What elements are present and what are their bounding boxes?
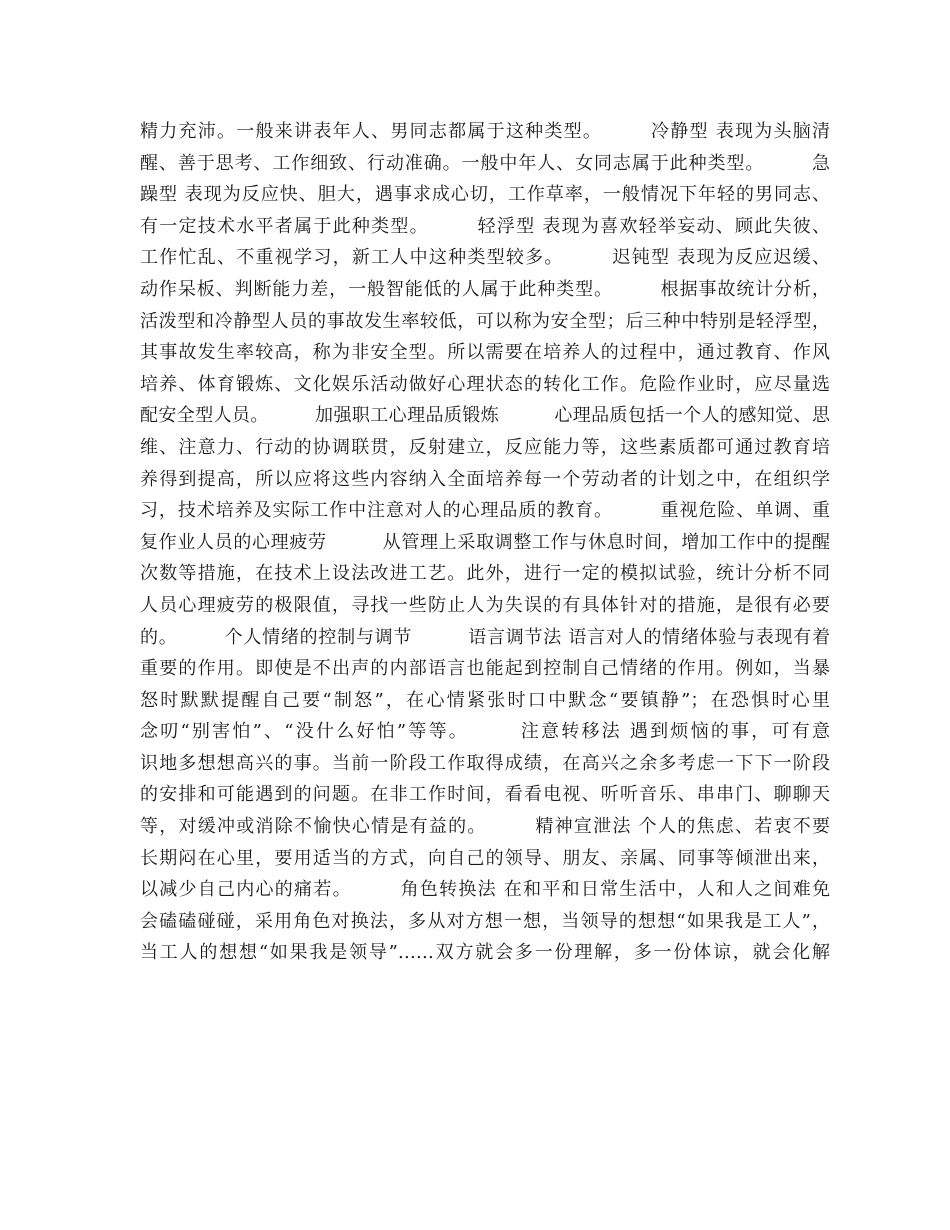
text-line: 的安排和可能遇到的问题。在非工作时间，看看电视、听听音乐、串串门、聊聊天 [140, 784, 830, 806]
text-line: 会磕磕碰碰，采用角色对换法，多从对方想一想，当领导的想想“如果我是工人”， [140, 910, 830, 932]
text-line: 养得到提高，所以应将这些内容纳入全面培养每一个劳动者的计划之中，在组织学 [140, 468, 830, 490]
text-line: 培养、体育锻炼、文化娱乐活动做好心理状态的转化工作。危险作业时，应尽量选 [140, 373, 830, 395]
text-line: 等，对缓冲或消除不愉快心情是有益的。 精神宣泄法 个人的焦虑、若衷不要 [140, 816, 830, 838]
text-line: 以减少自己内心的痛若。 角色转换法 在和平和日常生活中，人和人之间难免 [140, 879, 830, 901]
text-line: 重要的作用。即使是不出声的内部语言也能起到控制自己情绪的作用。例如，当暴 [140, 658, 830, 680]
text-line: 复作业人员的心理疲劳 从管理上采取调整工作与休息时间，增加工作中的提醒 [140, 531, 830, 553]
body-text [140, 116, 830, 969]
text-line: 当工人的想想“如果我是领导”……双方就会多一份理解，多一份体谅，就会化解 [140, 942, 830, 964]
text-line: 的。 个人情绪的控制与调节 语言调节法 语言对人的情绪体验与表现有着 [140, 626, 830, 648]
text-line: 识地多想想高兴的事。当前一阶段工作取得成绩，在高兴之余多考虑一下下一阶段 [140, 752, 830, 774]
text-line: 醒、善于思考、工作细致、行动准确。一般中年人、女同志属于此种类型。 急 [140, 152, 830, 174]
text-line: 躁型 表现为反应快、胆大，遇事求成心切，工作草率，一般情况下年轻的男同志、 [140, 184, 830, 206]
text-line: 动作呆板、判断能力差，一般智能低的人属于此种类型。 根据事故统计分析， [140, 278, 830, 300]
text-line: 工作忙乱、不重视学习，新工人中这种类型较多。 迟钝型 表现为反应迟缓、 [140, 247, 830, 269]
text-line: 次数等措施，在技术上设法改进工艺。此外，进行一定的模拟试验，统计分析不同 [140, 563, 830, 585]
text-line: 怒时默默提醒自己要“制怒”，在心情紧张时口中默念“要镇静”；在恐惧时心里 [140, 689, 830, 711]
text-line: 有一定技术水平者属于此种类型。 轻浮型 表现为喜欢轻举妄动、顾此失彼、 [140, 215, 830, 237]
text-line: 活泼型和冷静型人员的事故发生率较低，可以称为安全型；后三种中特别是轻浮型， [140, 310, 830, 332]
text-line: 配安全型人员。 加强职工心理品质锻炼 心理品质包括一个人的感知觉、思 [140, 405, 830, 427]
text-line: 其事故发生率较高，称为非安全型。所以需要在培养人的过程中，通过教育、作风 [140, 342, 830, 364]
text-line: 习，技术培养及实际工作中注意对人的心理品质的教育。 重视危险、单调、重 [140, 500, 830, 522]
text-line: 人员心理疲劳的极限值，寻找一些防止人为失误的有具体针对的措施，是很有必要 [140, 594, 830, 616]
text-line: 维、注意力、行动的协调联贯，反射建立，反应能力等，这些素质都可通过教育培 [140, 436, 830, 458]
text-line: 念叨“别害怕”、“没什么好怕”等等。 注意转移法 遇到烦恼的事，可有意 [140, 721, 830, 743]
text-line: 长期闷在心里，要用适当的方式，向自己的领导、朋友、亲属、同事等倾泄出来， [140, 847, 830, 869]
text-line: 精力充沛。一般来讲表年人、男同志都属于这种类型。 冷静型 表现为头脑清 [140, 121, 830, 142]
